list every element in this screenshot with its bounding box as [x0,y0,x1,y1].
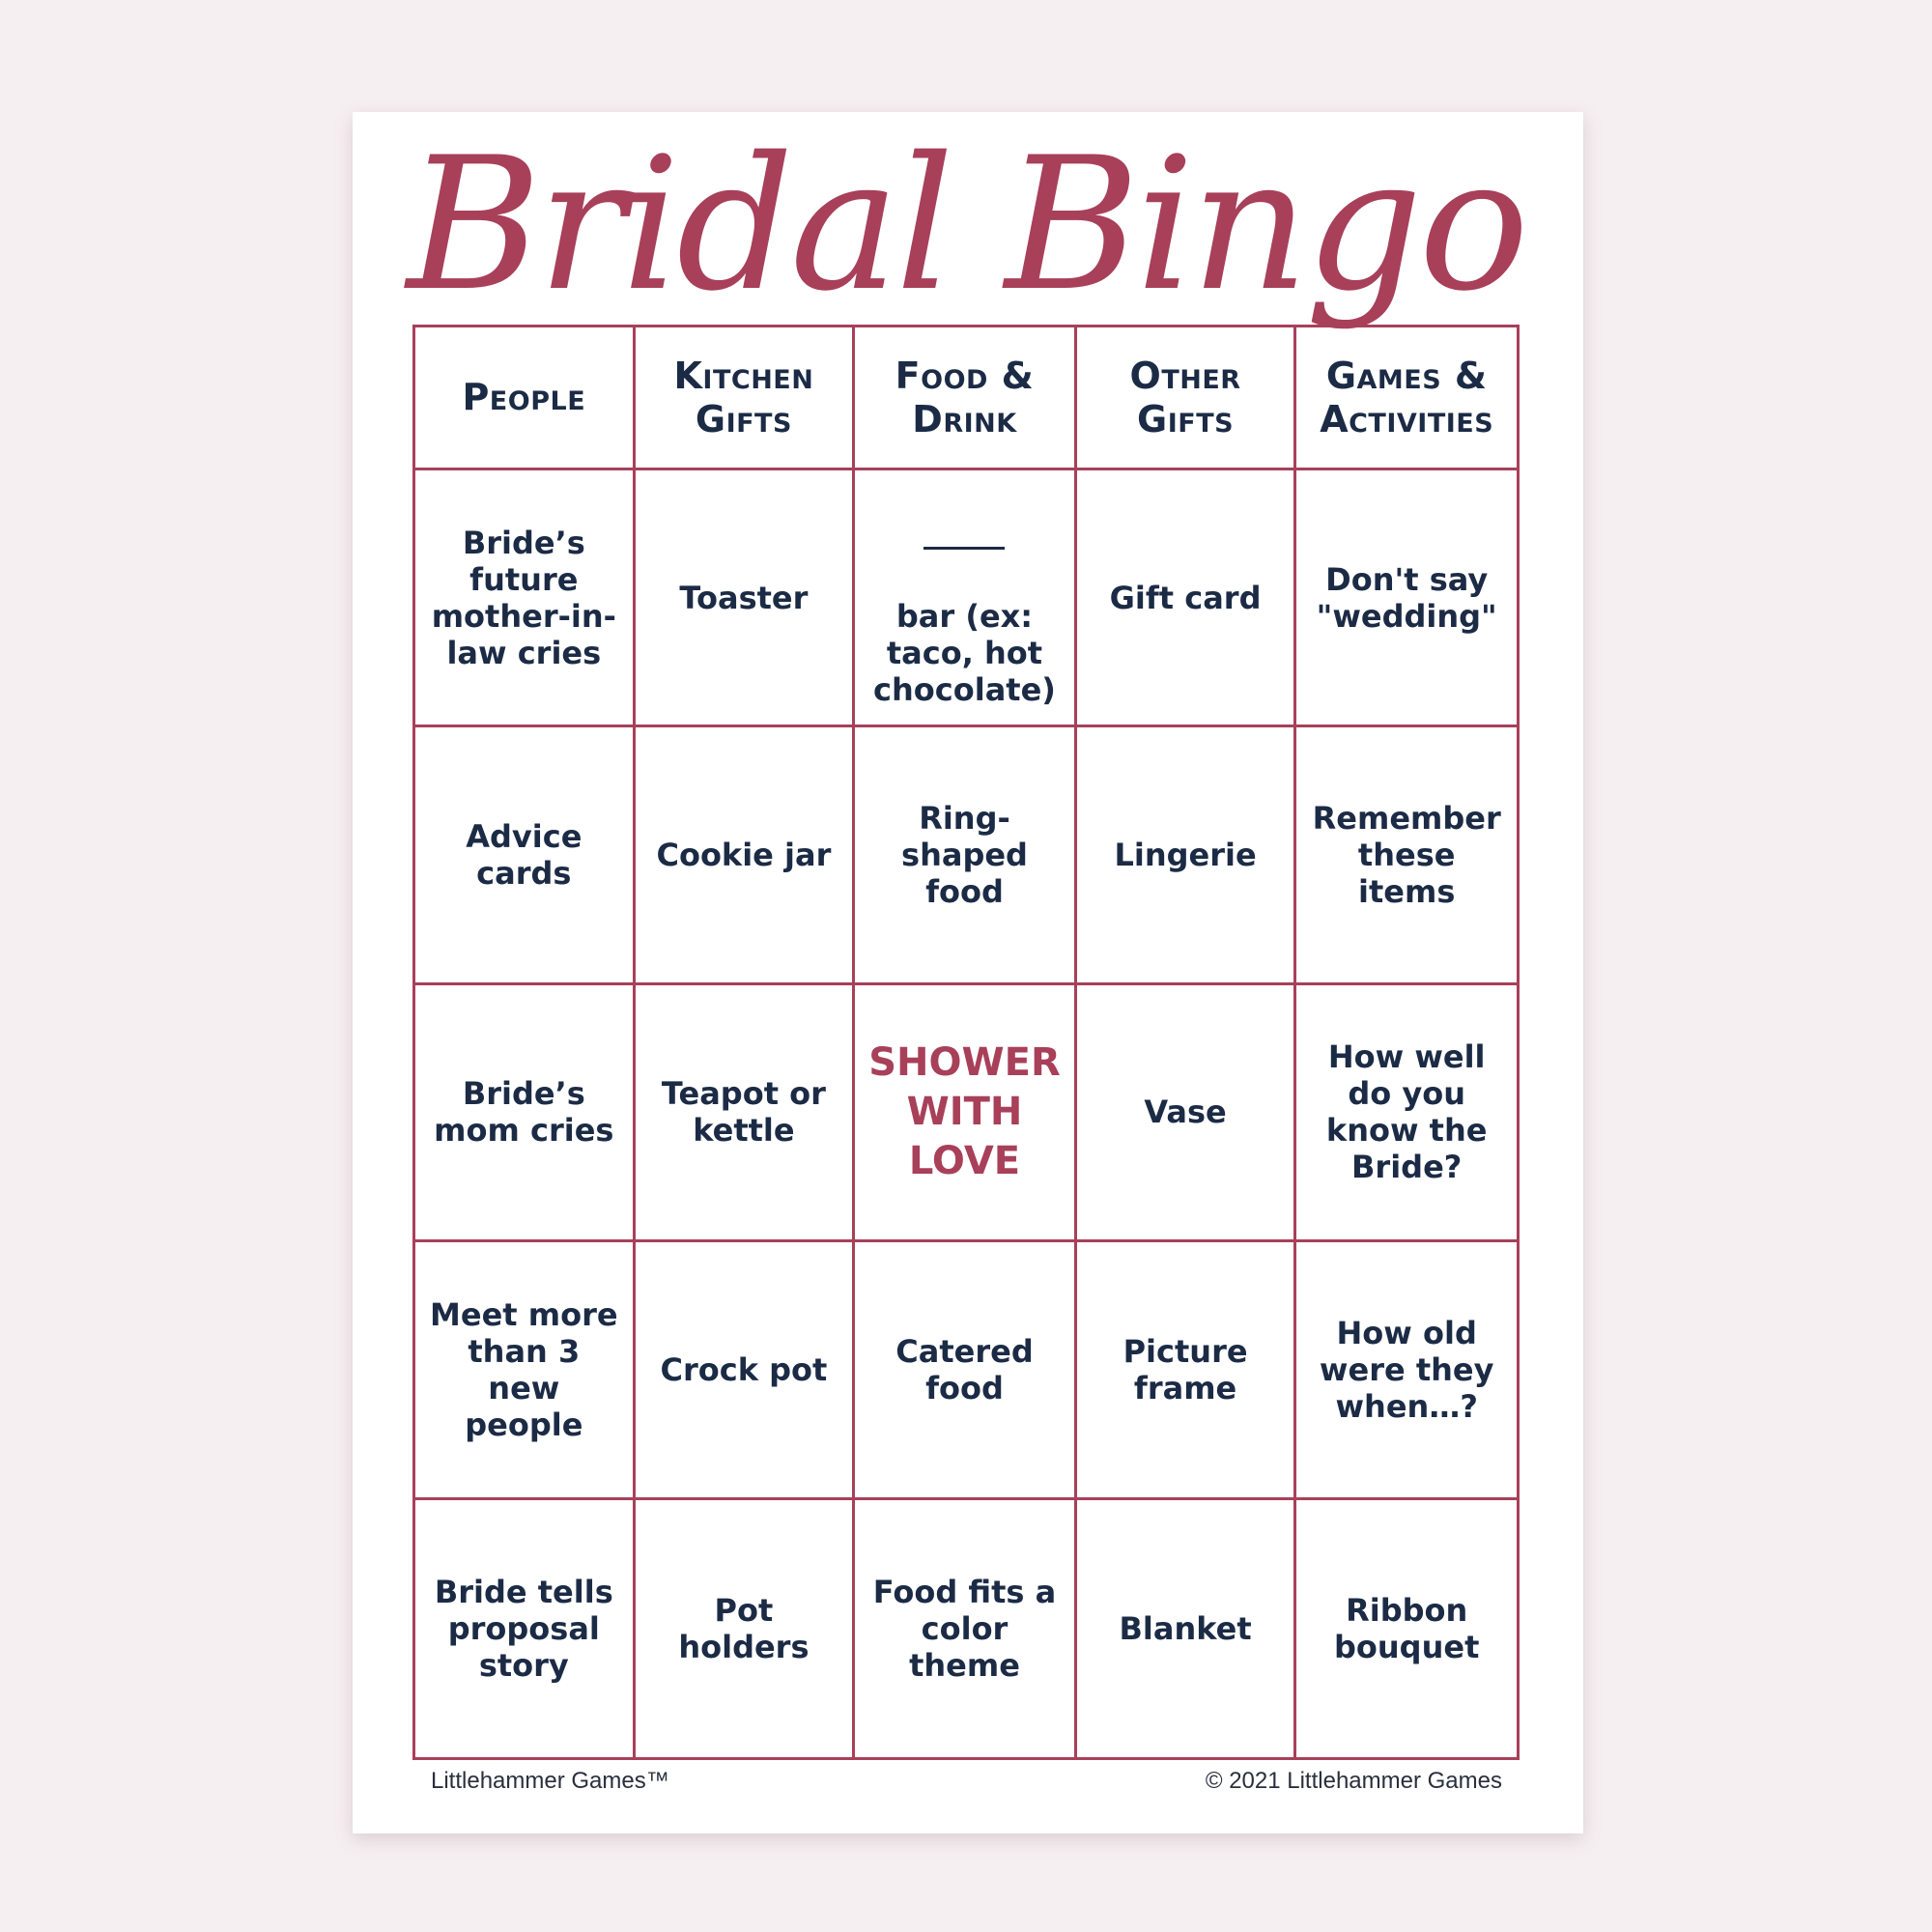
fill-in-blank-line [923,547,1005,550]
bingo-square: Bride tells proposal story [415,1500,636,1757]
bingo-square: Vase [1077,985,1297,1242]
free-space: SHOWER WITH LOVE [855,985,1077,1242]
footer-brand: Littlehammer Games™ [431,1768,669,1794]
bingo-square: Bride’s future mother-in- law cries [415,470,636,727]
bingo-square: Crock pot [636,1242,856,1499]
bingo-square: Teapot or kettle [636,985,856,1242]
header-games-activities: Games & Activities [1296,327,1517,470]
bingo-square: Don't say "wedding" [1296,470,1517,727]
bingo-square: Ring- shaped food [855,727,1077,984]
bingo-square: Remember these items [1296,727,1517,984]
bingo-grid [412,325,1520,1760]
bingo-square: Toaster [636,470,856,727]
bingo-square: Ribbon bouquet [1334,1591,1480,1665]
bingo-square: Picture frame [1077,1242,1297,1499]
header-people: People [415,327,636,470]
bingo-square-text: bar (ex: taco, hot chocolate) [873,597,1056,708]
bingo-square-blank-bar [855,470,1077,727]
bingo-square: Food fits a color theme [855,1500,1077,1757]
bingo-square: Catered food [855,1242,1077,1499]
bingo-square: Cookie jar [636,727,856,984]
header-kitchen-gifts: Kitchen Gifts [636,327,856,470]
bingo-square: Meet more than 3 new people [415,1242,636,1499]
bingo-square: Gift card [1077,470,1297,727]
footer-copyright: © 2021 Littlehammer Games [1205,1768,1502,1794]
header-food-drink: Food & Drink [855,327,1077,470]
header-other-gifts: Other Gifts [1077,327,1297,470]
bingo-square: How old were they when…? [1296,1242,1517,1499]
bingo-square: Bride’s mom cries [415,985,636,1242]
title-text: Bridal Bingo [406,118,1526,331]
bingo-square: Advice cards [415,727,636,984]
bingo-square: Lingerie [1077,727,1297,984]
bingo-square: Blanket [1077,1500,1297,1757]
bingo-square: How well do you know the Bride? [1296,985,1517,1242]
bingo-square: Pot holders [636,1500,856,1757]
